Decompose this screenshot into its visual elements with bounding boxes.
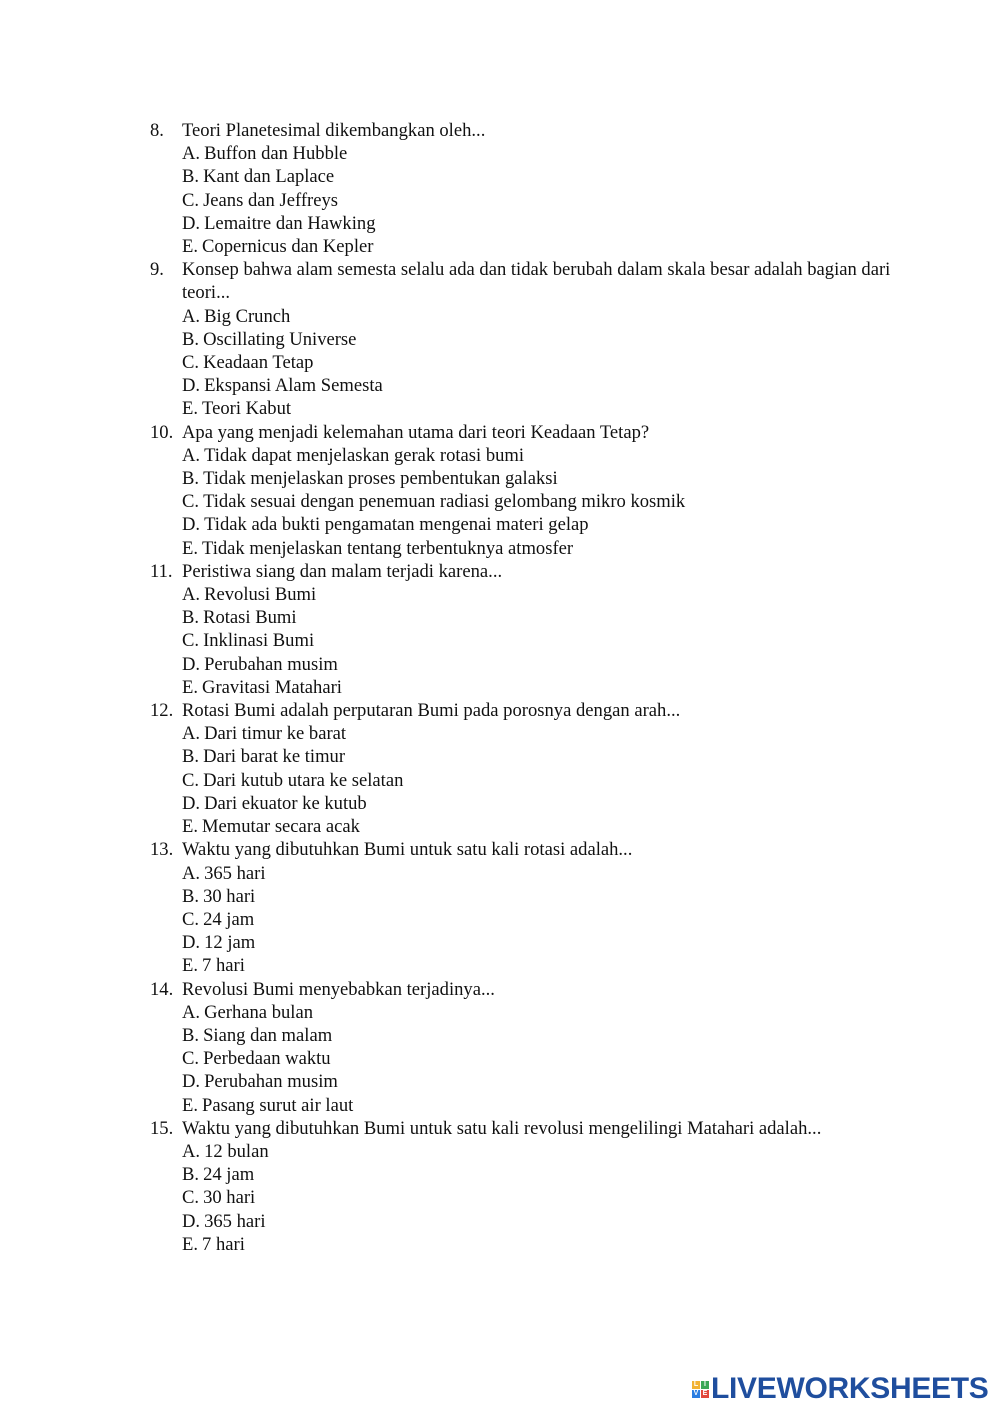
option-text: Pasang surut air laut (202, 1094, 354, 1116)
question-text: Peristiwa siang dan malam terjadi karena... (182, 560, 503, 582)
answer-option[interactable] (150, 397, 930, 420)
option-letter: A. (182, 862, 201, 884)
option-text: Kant dan Laplace (203, 166, 335, 188)
option-letter: B. (182, 885, 200, 907)
answer-option[interactable] (150, 1233, 930, 1256)
option-letter: D. (182, 1071, 201, 1093)
option-text: Revolusi Bumi (204, 584, 317, 606)
answer-option[interactable] (150, 583, 930, 606)
option-letter: A. (182, 444, 201, 466)
option-text: 12 jam (204, 932, 256, 954)
question-12 (150, 699, 930, 838)
option-letter: D. (182, 932, 201, 954)
option-letter: D. (182, 792, 201, 814)
option-text: Tidak dapat menjelaskan gerak rotasi bumi (204, 444, 525, 466)
option-letter: B. (182, 746, 200, 768)
option-letter: D. (182, 514, 201, 536)
answer-option[interactable] (150, 745, 930, 768)
option-letter: C. (182, 630, 200, 652)
option-text: Buffon dan Hubble (204, 143, 348, 165)
question-text: Waktu yang dibutuhkan Bumi untuk satu kali rotasi adalah... (182, 839, 633, 861)
option-letter: C. (182, 189, 200, 211)
answer-option[interactable] (150, 1047, 930, 1070)
answer-option[interactable] (150, 885, 930, 908)
question-text: Konsep bahwa alam semesta selalu ada dan tidak berubah dalam skala besar adalah bagian dari teori... (182, 259, 891, 304)
question-number: 9. (150, 259, 164, 281)
question-8 (150, 119, 930, 258)
question-stem (150, 560, 930, 583)
option-text: Rotasi Bumi (203, 607, 297, 629)
answer-option[interactable] (150, 374, 930, 397)
option-text: Tidak menjelaskan tentang terbentuknya atmosfer (202, 537, 574, 559)
question-14 (150, 978, 930, 1117)
option-letter: D. (182, 1210, 201, 1232)
option-letter: C. (182, 769, 200, 791)
option-letter: A. (182, 723, 201, 745)
question-stem (150, 838, 930, 861)
answer-option[interactable] (150, 908, 930, 931)
question-9 (150, 258, 930, 420)
answer-option[interactable] (150, 676, 930, 699)
option-text: 24 jam (203, 1164, 255, 1186)
option-text: Siang dan malam (203, 1024, 333, 1046)
option-text: Keadaan Tetap (203, 352, 314, 374)
option-letter: E. (182, 236, 199, 258)
question-text: Teori Planetesimal dikembangkan oleh... (182, 120, 486, 141)
option-text: Ekspansi Alam Semesta (204, 375, 383, 397)
option-text: 12 bulan (204, 1140, 269, 1162)
answer-option[interactable] (150, 629, 930, 652)
option-text: Jeans dan Jeffreys (203, 189, 338, 211)
question-number: 12. (150, 700, 174, 722)
question-number: 10. (150, 421, 174, 443)
answer-option[interactable] (150, 931, 930, 954)
answer-option[interactable] (150, 606, 930, 629)
option-letter: C. (182, 1048, 200, 1070)
option-letter: B. (182, 468, 200, 490)
option-text: 365 hari (204, 862, 266, 884)
answer-option[interactable] (150, 792, 930, 815)
question-number: 11. (150, 560, 173, 582)
logo-text: LIVEWORKSHEETS (711, 1372, 989, 1405)
question-stem (150, 1117, 930, 1140)
question-stem (150, 421, 930, 444)
option-text: Dari timur ke barat (204, 723, 347, 745)
answer-option[interactable] (150, 862, 930, 885)
option-letter: A. (182, 584, 201, 606)
option-letter: D. (182, 375, 201, 397)
option-letter: B. (182, 1024, 200, 1046)
option-text: 7 hari (202, 955, 245, 977)
option-letter: A. (182, 1140, 201, 1162)
option-text: Gravitasi Matahari (202, 676, 342, 698)
option-text: Tidak ada bukti pengamatan mengenai materi gelap (204, 514, 589, 536)
question-13 (150, 838, 930, 977)
answer-option[interactable] (150, 653, 930, 676)
option-letter: D. (182, 653, 201, 675)
option-letter: B. (182, 1164, 200, 1186)
answer-option[interactable] (150, 815, 930, 838)
option-letter: C. (182, 1187, 200, 1209)
answer-option[interactable] (150, 467, 930, 490)
question-number: 13. (150, 839, 174, 861)
liveworksheets-logo-icon: L I V E (693, 1380, 708, 1397)
option-letter: E. (182, 676, 199, 698)
option-letter: E. (182, 398, 199, 420)
option-letter: C. (182, 352, 200, 374)
option-letter: E. (182, 1233, 199, 1255)
option-letter: B. (182, 607, 200, 629)
option-text: Dari barat ke timur (203, 746, 346, 768)
question-number: 14. (150, 978, 174, 1000)
option-letter: E. (182, 1094, 199, 1116)
option-letter: E. (182, 816, 199, 838)
option-text: Perubahan musim (204, 653, 338, 675)
option-letter: A. (182, 305, 201, 327)
answer-option[interactable] (150, 1210, 930, 1233)
option-text: Perubahan musim (204, 1071, 338, 1093)
answer-option[interactable] (150, 212, 930, 235)
option-letter: B. (182, 166, 200, 188)
option-text: Dari kutub utara ke selatan (203, 769, 404, 791)
option-text: Tidak sesuai dengan penemuan radiasi gelombang mikro kosmik (203, 491, 686, 513)
option-letter: D. (182, 212, 201, 234)
option-text: Tidak menjelaskan proses pembentukan galaksi (203, 468, 558, 490)
option-text: 7 hari (202, 1233, 245, 1255)
option-letter: C. (182, 491, 200, 513)
answer-option[interactable] (150, 769, 930, 792)
answer-option[interactable] (150, 1163, 930, 1186)
answer-option[interactable] (150, 328, 930, 351)
question-stem (150, 258, 930, 304)
option-letter: E. (182, 955, 199, 977)
option-text: 24 jam (203, 908, 255, 930)
question-number: 15. (150, 1117, 174, 1139)
answer-option[interactable] (150, 1001, 930, 1024)
question-text: Waktu yang dibutuhkan Bumi untuk satu kali revolusi mengelilingi Matahari adalah... (182, 1117, 822, 1139)
answer-option[interactable] (150, 1024, 930, 1047)
answer-option[interactable] (150, 954, 930, 977)
question-stem (150, 978, 930, 1001)
answer-option[interactable] (150, 142, 930, 165)
question-text: Revolusi Bumi menyebabkan terjadinya... (182, 978, 495, 1000)
option-text: Oscillating Universe (203, 328, 357, 350)
question-stem (150, 119, 930, 142)
answer-option[interactable] (150, 189, 930, 212)
question-15 (150, 1117, 930, 1256)
option-text: 30 hari (203, 1187, 256, 1209)
answer-option[interactable] (150, 1094, 930, 1117)
option-text: Inklinasi Bumi (203, 630, 315, 652)
option-letter: A. (182, 143, 201, 165)
option-text: Memutar secara acak (202, 816, 360, 838)
option-text: Gerhana bulan (204, 1001, 314, 1023)
question-text: Apa yang menjadi kelemahan utama dari teori Keadaan Tetap? (182, 421, 650, 443)
question-10 (150, 421, 930, 560)
option-text: Dari ekuator ke kutub (204, 792, 367, 814)
answer-option[interactable] (150, 1070, 930, 1093)
option-text: Copernicus dan Kepler (202, 236, 374, 258)
question-text: Rotasi Bumi adalah perputaran Bumi pada porosnya dengan arah... (182, 700, 681, 722)
option-letter: C. (182, 908, 200, 930)
question-stem (150, 699, 930, 722)
option-text: Teori Kabut (202, 398, 292, 420)
option-text: Lemaitre dan Hawking (204, 212, 376, 234)
answer-option[interactable] (150, 537, 930, 560)
answer-option[interactable] (150, 444, 930, 467)
answer-option[interactable] (150, 305, 930, 328)
answer-option[interactable] (150, 165, 930, 188)
answer-option[interactable] (150, 722, 930, 745)
answer-option[interactable] (150, 490, 930, 513)
answer-option[interactable] (150, 235, 930, 258)
question-number: 8. (150, 120, 164, 141)
answer-option[interactable] (150, 1186, 930, 1209)
option-letter: B. (182, 328, 200, 350)
answer-option[interactable] (150, 351, 930, 374)
worksheet (150, 119, 930, 1256)
answer-option[interactable] (150, 1140, 930, 1163)
question-11 (150, 560, 930, 699)
option-text: Big Crunch (204, 305, 291, 327)
option-letter: A. (182, 1001, 201, 1023)
option-text: 30 hari (203, 885, 256, 907)
liveworksheets-logo (692, 1372, 989, 1406)
option-letter: E. (182, 537, 199, 559)
option-text: Perbedaan waktu (203, 1048, 331, 1070)
option-text: 365 hari (204, 1210, 266, 1232)
answer-option[interactable] (150, 513, 930, 536)
